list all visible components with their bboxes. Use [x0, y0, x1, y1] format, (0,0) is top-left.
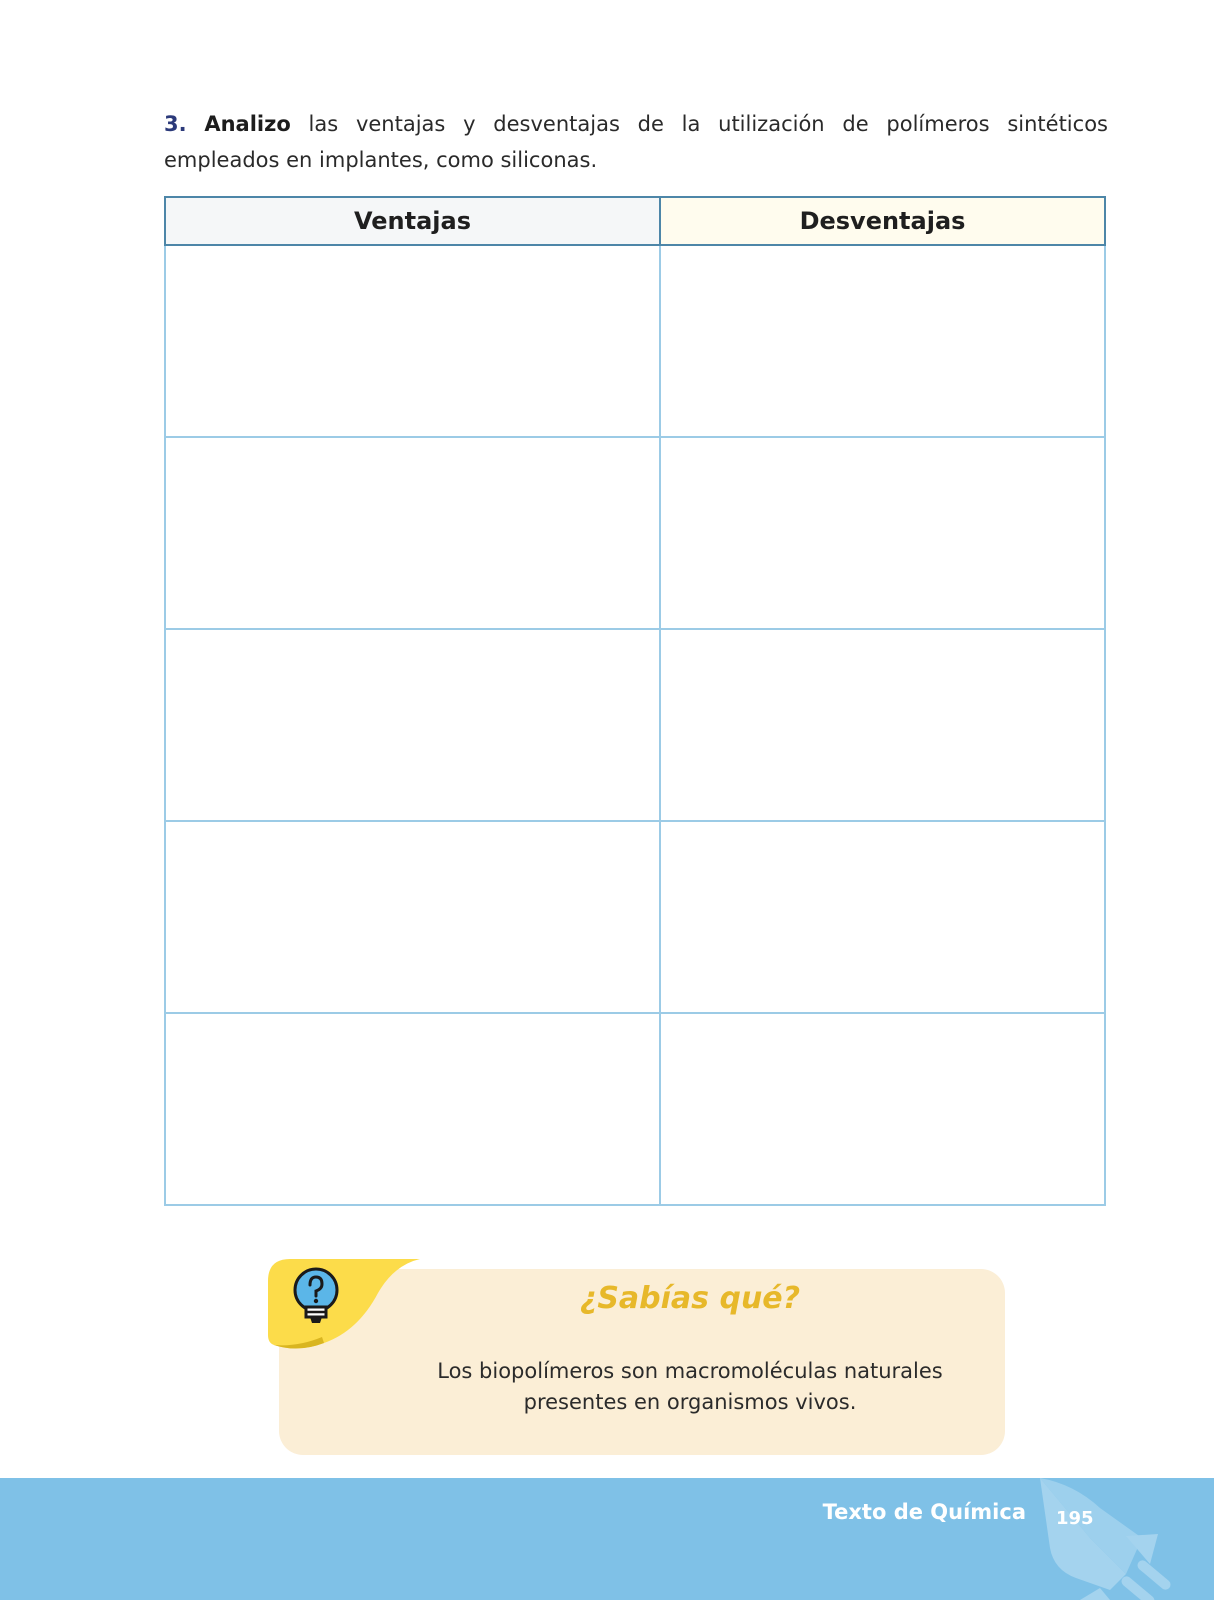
did-you-know-text [420, 1356, 960, 1418]
activity-number: 3. [164, 112, 187, 136]
table-header-row [165, 197, 1105, 245]
did-you-know-line-2: presentes en organismos vivos. [523, 1390, 857, 1414]
table-row [165, 1013, 1105, 1205]
table-row [165, 821, 1105, 1013]
ventajas-cell[interactable] [165, 1013, 660, 1205]
did-you-know-line-1: Los biopolímeros son macromoléculas naturales [437, 1359, 943, 1383]
activity-text: las ventajas y desventajas de la utilización de polímeros sintéticos empleados en implantes, como siliconas. [164, 112, 1108, 172]
ventajas-cell[interactable] [165, 245, 660, 437]
header-ventajas: Ventajas [165, 197, 660, 245]
page-footer [0, 1478, 1214, 1600]
table-row [165, 629, 1105, 821]
answer-table [164, 196, 1106, 1206]
desventajas-cell[interactable] [660, 437, 1105, 629]
desventajas-cell[interactable] [660, 1013, 1105, 1205]
book-title: Texto de Química [822, 1500, 1026, 1524]
did-you-know-title: ¿Sabías qué? [579, 1281, 801, 1316]
table-row [165, 437, 1105, 629]
ventajas-cell[interactable] [165, 437, 660, 629]
rocket-icon [1030, 1478, 1214, 1600]
activity-prompt [164, 106, 1108, 178]
page-number: 195 [1056, 1508, 1094, 1529]
activity-verb: Analizo [204, 112, 291, 136]
desventajas-cell[interactable] [660, 629, 1105, 821]
table-row [165, 245, 1105, 437]
ventajas-cell[interactable] [165, 629, 660, 821]
header-desventajas: Desventajas [660, 197, 1105, 245]
desventajas-cell[interactable] [660, 245, 1105, 437]
ventajas-cell[interactable] [165, 821, 660, 1013]
desventajas-cell[interactable] [660, 821, 1105, 1013]
did-you-know-tab [268, 1259, 428, 1351]
